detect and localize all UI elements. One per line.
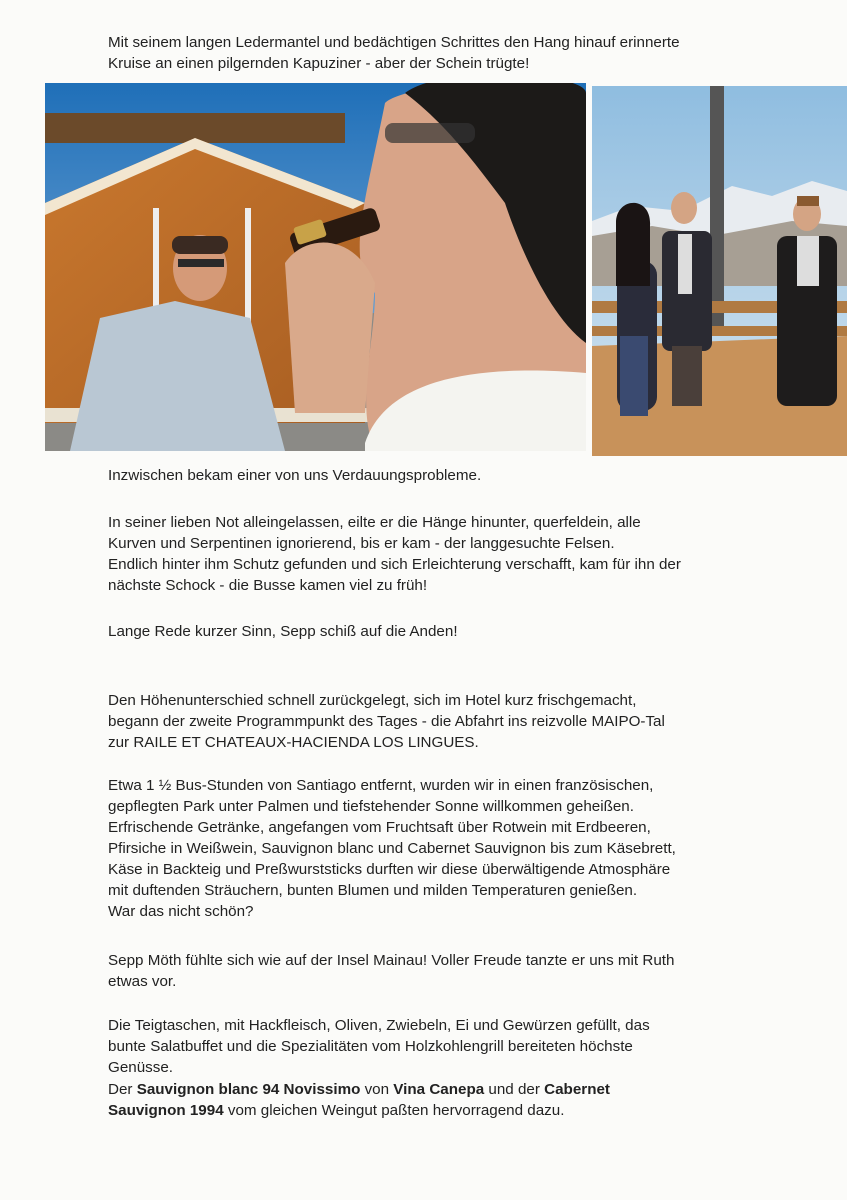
text-line: Inzwischen bekam einer von uns Verdauungsprobleme. <box>108 467 482 484</box>
paragraph-5 <box>108 775 772 922</box>
text-line: Lange Rede kurzer Sinn, Sepp schiß auf die Anden! <box>108 623 458 640</box>
text-line: Mit seinem langen Ledermantel und bedächtigen Schrittes den Hang hinauf erinnerte <box>108 34 680 51</box>
text-line: War das nicht schön? <box>108 903 254 920</box>
text-line: Den Höhenunterschied schnell zurückgelegt, sich im Hotel kurz frischgemacht, <box>108 692 637 709</box>
paragraph-8 <box>108 1079 772 1121</box>
text-line: bunte Salatbuffet und die Spezialitäten vom Holzkohlengrill bereiteten höchste <box>108 1038 633 1055</box>
text-run: und der <box>484 1081 545 1098</box>
wine-name: Cabernet <box>544 1081 610 1098</box>
text-line: Erfrischende Getränke, angefangen vom Fruchtsaft über Rotwein mit Erdbeeren, <box>108 819 651 836</box>
winery-name: Vina Canepa <box>393 1081 485 1098</box>
paragraph-1 <box>108 465 772 486</box>
text-line: Sepp Möth fühlte sich wie auf der Insel Mainau! Voller Freude tanzte er uns mit Ruth <box>108 952 675 969</box>
text-line: Kruise an einen pilgernden Kapuziner - aber der Schein trügte! <box>108 55 530 72</box>
paragraph-6 <box>108 950 772 992</box>
text-line: mit duftenden Sträuchern, bunten Blumen und milden Temperaturen genießen. <box>108 882 638 899</box>
text-line: Die Teigtaschen, mit Hackfleisch, Oliven, Zwiebeln, Ei und Gewürzen gefüllt, das <box>108 1017 650 1034</box>
text-line <box>108 1100 772 1121</box>
paragraph-2 <box>108 512 772 596</box>
paragraph-7 <box>108 1015 772 1078</box>
paragraph-3 <box>108 621 772 642</box>
text-run: von <box>360 1081 394 1098</box>
text-line: Käse in Backteig und Preßwurststicks durften wir diese überwältigende Atmosphäre <box>108 861 671 878</box>
text-line <box>108 1079 772 1100</box>
text-line: Pfirsiche in Weißwein, Sauvignon blanc und Cabernet Sauvignon bis zum Käsebrett, <box>108 840 676 857</box>
text-line: In seiner lieben Not alleingelassen, eilte er die Hänge hinunter, querfeldein, alle <box>108 514 641 531</box>
wine-name: Sauvignon blanc 94 Novissimo <box>136 1081 361 1098</box>
wine-name: Sauvignon 1994 <box>108 1102 224 1119</box>
photo-left <box>45 83 586 451</box>
text-run: Der <box>108 1081 137 1098</box>
photo-right <box>592 86 847 456</box>
text-line: etwas vor. <box>108 973 177 990</box>
text-line: zur RAILE ET CHATEAUX-HACIENDA LOS LINGUES. <box>108 734 479 751</box>
paragraph-4 <box>108 690 772 753</box>
text-line: Kurven und Serpentinen ignorierend, bis er kam - der langgesuchte Felsen. <box>108 535 615 552</box>
text-line: gepflegten Park unter Palmen und tiefstehender Sonne willkommen geheißen. <box>108 798 634 815</box>
text-run: vom gleichen Weingut paßten hervorragend dazu. <box>223 1102 565 1119</box>
text-line: nächste Schock - die Busse kamen viel zu früh! <box>108 577 428 594</box>
text-line: Genüsse. <box>108 1059 174 1076</box>
text-line: Etwa 1 ½ Bus-Stunden von Santiago entfernt, wurden wir in einen französischen, <box>108 777 654 794</box>
text-line: begann der zweite Programmpunkt des Tages - die Abfahrt ins reizvolle MAIPO-Tal <box>108 713 665 730</box>
text-line: Endlich hinter ihm Schutz gefunden und sich Erleichterung verschafft, kam für ihn der <box>108 556 681 573</box>
intro-paragraph <box>108 32 772 74</box>
